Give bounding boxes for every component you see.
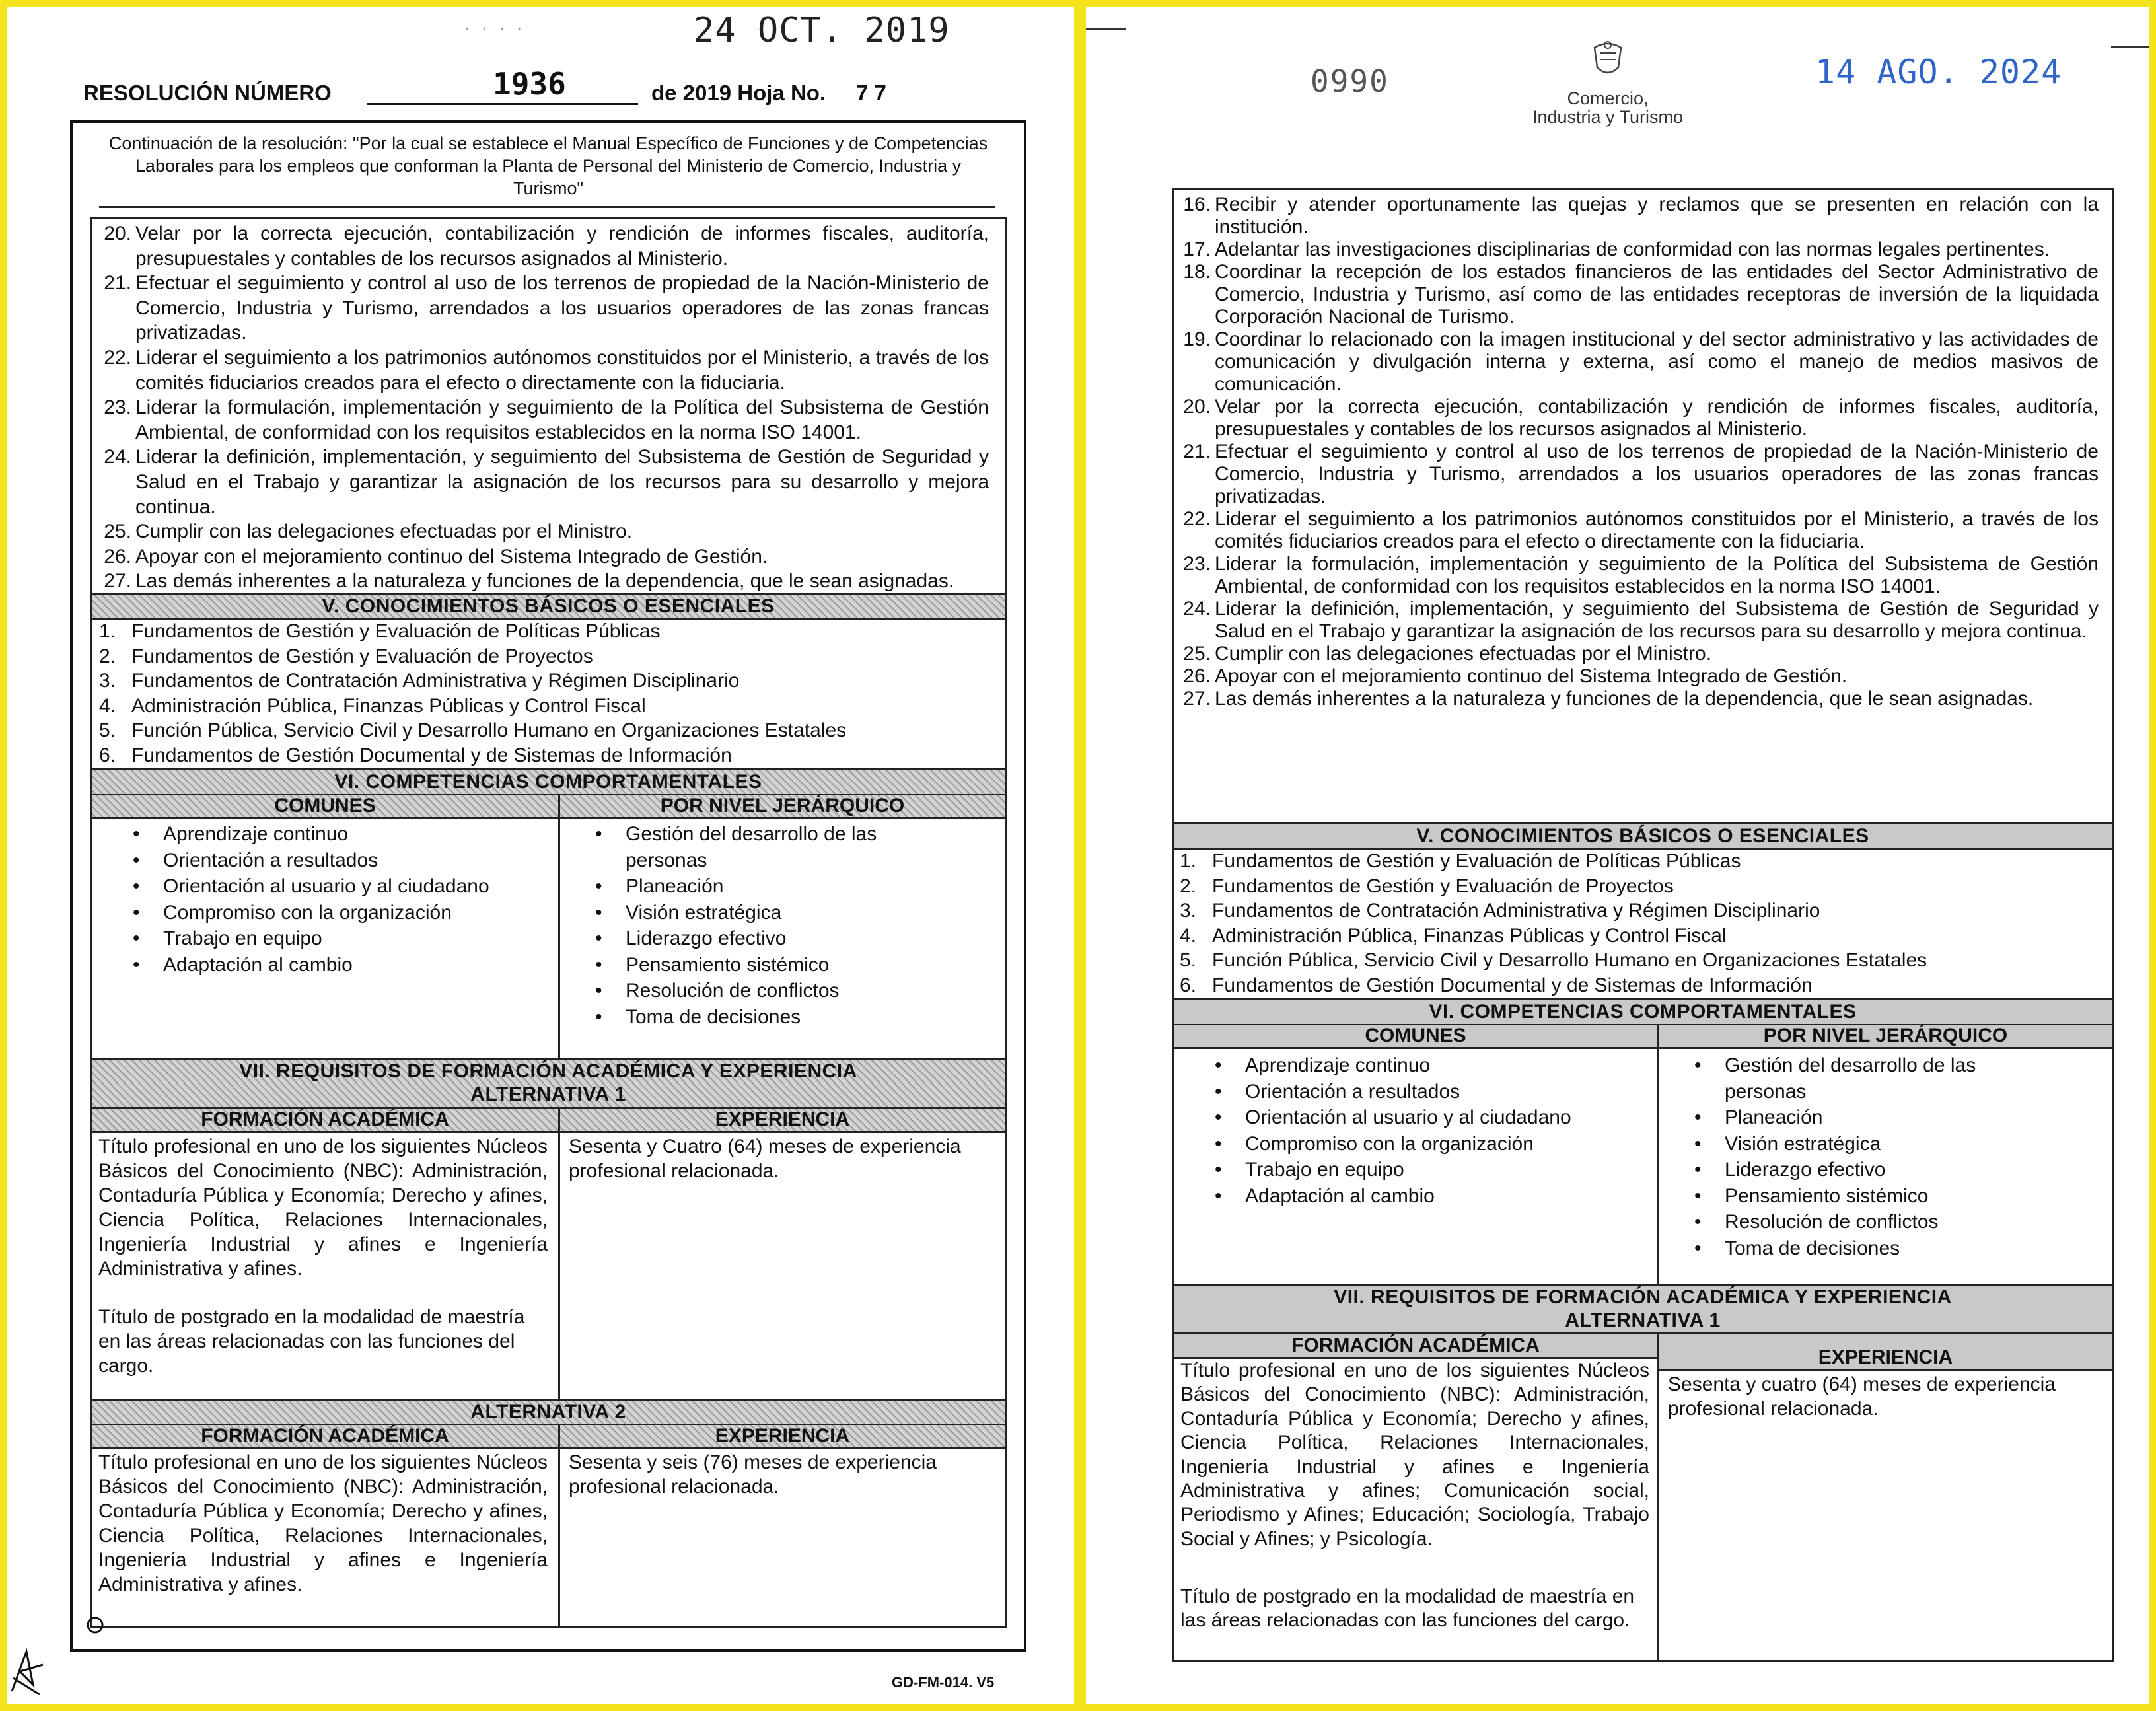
alt2-formacion: Título profesional en uno de los siguientes Núcleos Básicos del Conocimiento (NBC): Administración, Contaduría Pública y Economía; Derecho y afines, Ciencia Política, Relaciones Internacionales, Ingeniería Industrial y afines e Ingeniería Administrativa y afines.	[98, 1451, 548, 1595]
nivel-item: • Gestión del desarrollo de las personas	[548, 821, 917, 873]
function-item: 20. Velar por la correcta ejecución, contabilización y rendición de informes fiscales, auditoría, presupuestales y contables de los recursos asignados al Ministerio.	[104, 223, 989, 270]
coat-of-arms-icon	[1588, 38, 1628, 81]
knowledge-item: 3. Fundamentos de Contratación Administrativa y Régimen Disciplinario	[1179, 900, 1820, 922]
comunes-list	[85, 821, 548, 978]
comunes-list	[1167, 1052, 1649, 1209]
alternativa-1-header: ALTERNATIVA 1	[92, 1083, 1005, 1109]
left-page	[7, 7, 1074, 1704]
function-item: 16. Recibir y atender oportunamente las quejas y reclamos que se presenten en relación con la institución.	[1183, 194, 2099, 238]
nivel-list	[548, 821, 917, 1030]
function-item: 21. Efectuar el seguimiento y control al uso de los terrenos de propiedad de la Nación-Ministerio de Comercio, Industria y Turismo, arrendados a los usuarios operadores de las zonas francas privatizadas.	[104, 272, 989, 344]
experiencia-header: EXPERIENCIA	[1659, 1334, 2112, 1371]
alternativa-2-header: ALTERNATIVA 2	[92, 1399, 1005, 1426]
knowledge-list	[1170, 849, 2095, 998]
experiencia-header-1: EXPERIENCIA	[560, 1109, 1005, 1133]
knowledge-item: 5. Función Pública, Servicio Civil y Desarrollo Humano en Organizaciones Estatales	[98, 719, 847, 742]
function-item: 25. Cumplir con las delegaciones efectuadas por el Ministro.	[104, 521, 633, 543]
nivel-item: • Pensamiento sistémico	[1647, 1183, 2017, 1210]
corner-mark	[85, 1613, 108, 1637]
function-item: 27. Las demás inherentes a la naturaleza y funciones de la dependencia, que le sean asignadas.	[104, 570, 954, 593]
comun-item: • Compromiso con la organización	[1167, 1131, 1649, 1157]
function-item: 23. Liderar la formulación, implementación y seguimiento de la Política del Subsistema de Gestión Ambiental, de conformidad con los requisitos establecidos en la norma ISO 14001.	[1183, 553, 2099, 597]
function-item: 22. Liderar el seguimiento a los patrimonios autónomos constituidos por el Ministerio, a través de los comités fiduciarios creados para el efecto o directamente con la fiduciaria.	[104, 346, 989, 394]
comun-item: • Aprendizaje continuo	[1167, 1052, 1649, 1079]
alternativa-1-header: ALTERNATIVA 1	[1174, 1309, 2112, 1334]
ministry-line-1: Comercio,	[1567, 89, 1649, 108]
nivel-header: POR NIVEL JERÁRQUICO	[1659, 1025, 2112, 1049]
section-5-header: V. CONOCIMIENTOS BÁSICOS O ESENCIALES	[92, 593, 1005, 620]
comun-item: • Orientación al usuario y al ciudadano	[1167, 1105, 1649, 1131]
section-7-header: VII. REQUISITOS DE FORMACIÓN ACADÉMICA Y EXPERIENCIA	[92, 1058, 1005, 1085]
function-item: 22. Liderar el seguimiento a los patrimonios autónomos constituidos por el Ministerio, a través de los comités fiduciarios creados para el efecto o directamente con la fiduciaria.	[1183, 508, 2099, 552]
faint-stamp: · · · ·	[462, 21, 524, 38]
nivel-list	[1647, 1052, 2017, 1261]
comunes-header: COMUNES	[1174, 1025, 1657, 1049]
alt2-experiencia: Sesenta y seis (76) meses de experiencia profesional relacionada.	[569, 1451, 937, 1498]
alt1-experiencia: Sesenta y cuatro (64) meses de experiencia profesional relacionada.	[1668, 1373, 2056, 1420]
function-item: 17. Adelantar las investigaciones disciplinarias de conformidad con las normas legales pertinentes.	[1183, 238, 2050, 260]
knowledge-item: 4. Administración Pública, Finanzas Públicas y Control Fiscal	[1179, 924, 1727, 947]
nivel-item: • Resolución de conflictos	[1647, 1209, 2017, 1235]
knowledge-item: 2. Fundamentos de Gestión y Evaluación de Proyectos	[1179, 875, 1674, 897]
comun-item: • Orientación al usuario y al ciudadano	[85, 873, 548, 900]
alt1-divider	[558, 1109, 560, 1399]
function-item: 24. Liderar la definición, implementación, y seguimiento del Subsistema de Gestión de Seguridad y Salud en el Trabajo y garantizar la asignación de los recursos para su desarrollo y mejora continua.	[104, 446, 989, 518]
nivel-header: POR NIVEL JERÁRQUICO	[560, 795, 1005, 819]
alt1-formacion: Título profesional en uno de los siguientes Núcleos Básicos del Conocimiento (NBC): Administración, Contaduría Pública y Economía; Derecho y afines, Ciencia Política, Relaciones Internacionales, Ingeniería Industrial y afines e Ingeniería Administrativa y afines.	[98, 1136, 548, 1280]
section-6-header: VI. COMPETENCIAS COMPORTAMENTALES	[1174, 998, 2112, 1026]
formacion-header-2: FORMACIÓN ACADÉMICA	[92, 1425, 558, 1449]
function-item: 25. Cumplir con las delegaciones efectuadas por el Ministro.	[1183, 643, 1712, 665]
function-item: 18. Coordinar la recepción de los estados financieros de las entidades del Sector Administrativo de Comercio, Industria y Turismo, así como de las entidades receptoras de inversión de la liquidada Corporación Nacional de Turismo.	[1183, 261, 2099, 328]
resolution-label: RESOLUCIÓN NÚMERO	[83, 81, 332, 105]
formacion-header: FORMACIÓN ACADÉMICA	[1174, 1334, 1657, 1359]
alt1-formacion: Título profesional en uno de los siguientes Núcleos Básicos del Conocimiento (NBC): Administración, Contaduría Pública y Economía; Derecho y afines, Ciencia Política, Relaciones Internacionales, Ingeniería Industrial y afines e Ingeniería Administrativa y afines; Comunicación social, Periodismo y Afines; Educación; Sociología, Trabajo Social y Afines; y Psicología.	[1180, 1360, 1649, 1550]
resolution-suffix: de 2019 Hoja No.	[651, 81, 826, 105]
resolution-number: 0990	[1311, 63, 1389, 99]
top-rule-left	[1086, 28, 1126, 30]
alt1-postgrado: Título de postgrado en la modalidad de maestría en las áreas relacionadas con las funciones del cargo.	[98, 1306, 525, 1377]
comunes-header: COMUNES	[92, 795, 558, 819]
function-item: 27. Las demás inherentes a la naturaleza y funciones de la dependencia, que le sean asignadas.	[1183, 688, 2034, 710]
form-code: GD-FM-014. V5	[892, 1674, 995, 1691]
knowledge-item: 1. Fundamentos de Gestión y Evaluación de Políticas Públicas	[1179, 850, 1741, 872]
section-7-header: VII. REQUISITOS DE FORMACIÓN ACADÉMICA Y EXPERIENCIA	[1174, 1284, 2112, 1311]
experiencia-header-2: EXPERIENCIA	[560, 1425, 1005, 1449]
nivel-item: • Planeación	[548, 873, 917, 900]
knowledge-item: 6. Fundamentos de Gestión Documental y de Sistemas de Información	[98, 744, 732, 766]
comun-item: • Adaptación al cambio	[1167, 1183, 1649, 1210]
left-document-frame	[70, 120, 1026, 1652]
function-item: 21. Efectuar el seguimiento y control al uso de los terrenos de propiedad de la Nación-Ministerio de Comercio, Industria y Turismo, arrendados a los usuarios operadores de las zonas francas privatizadas.	[1183, 441, 2099, 507]
nivel-item: • Toma de decisiones	[548, 1004, 917, 1031]
function-item: 20. Velar por la correcta ejecución, contabilización y rendición de informes fiscales, auditoría, presupuestales y contables de los recursos asignados al Ministerio.	[1183, 396, 2099, 440]
continuation-rule	[99, 206, 995, 208]
function-item: 19. Coordinar lo relacionado con la imagen institucional y del sector administrativo y las actividades de comunicación y divulgación interna y externa, así como el manejo de medios masivos de comunicación.	[1183, 328, 2099, 395]
sheet-number: 7 7	[856, 81, 886, 105]
knowledge-item: 2. Fundamentos de Gestión y Evaluación de Proyectos	[98, 645, 593, 667]
comun-item: • Orientación a resultados	[1167, 1079, 1649, 1105]
nivel-item: • Visión estratégica	[1647, 1131, 2017, 1157]
comun-item: • Trabajo en equipo	[1167, 1157, 1649, 1183]
comun-item: • Aprendizaje continuo	[85, 821, 548, 848]
right-page	[1086, 7, 2149, 1704]
function-item: 24. Liderar la definición, implementación, y seguimiento del Subsistema de Gestión de Seguridad y Salud en el Trabajo y garantizar la asignación de los recursos para su desarrollo y mejora continua.	[1183, 598, 2099, 642]
comun-item: • Compromiso con la organización	[85, 900, 548, 926]
nivel-item: • Planeación	[1647, 1105, 2017, 1131]
nivel-item: • Gestión del desarrollo de las personas	[1647, 1052, 2017, 1105]
formacion-header-1: FORMACIÓN ACADÉMICA	[92, 1109, 558, 1133]
resolution-line	[367, 103, 638, 105]
comun-item: • Orientación a resultados	[85, 848, 548, 874]
stamp-date: 14 AGO. 2024	[1815, 53, 2062, 91]
ministry-line-2: Industria y Turismo	[1532, 107, 1684, 127]
function-item: 26. Apoyar con el mejoramiento continuo del Sistema Integrado de Gestión.	[104, 545, 768, 567]
function-item: 23. Liderar la formulación, implementación y seguimiento de la Política del Subsistema de Gestión Ambiental, de conformidad con los requisitos establecidos en la norma ISO 14001.	[104, 396, 989, 443]
resolution-header	[83, 66, 942, 112]
left-table	[90, 217, 1007, 1628]
functions-list	[1174, 194, 2099, 710]
nivel-item: • Toma de decisiones	[1647, 1235, 2017, 1262]
alt1-postgrado: Título de postgrado en la modalidad de maestría en las áreas relacionadas con las funciones del cargo.	[1180, 1585, 1635, 1631]
stamp-date: 24 OCT. 2019	[694, 11, 950, 50]
section-5-header: V. CONOCIMIENTOS BÁSICOS O ESENCIALES	[1174, 822, 2112, 850]
continuation-text: Continuación de la resolución: "Por la cual se establece el Manual Específico de Funciones y de Competencias Laborales para los empleos que conforman la Planta de Personal del Ministerio de Comercio, Industria y Turismo"	[108, 133, 988, 198]
comun-item: • Trabajo en equipo	[85, 926, 548, 952]
nivel-item: • Liderazgo efectivo	[1647, 1157, 2017, 1183]
functions-list	[94, 221, 989, 594]
nivel-item: • Liderazgo efectivo	[548, 926, 917, 952]
top-rule-right	[2111, 46, 2149, 48]
knowledge-item: 6. Fundamentos de Gestión Documental y de Sistemas de Información	[1179, 974, 1813, 996]
nivel-item: • Resolución de conflictos	[548, 978, 917, 1004]
section-6-header: VI. COMPETENCIAS COMPORTAMENTALES	[92, 768, 1005, 796]
comun-item: • Adaptación al cambio	[85, 952, 548, 978]
nivel-item: • Visión estratégica	[548, 900, 917, 926]
knowledge-item: 5. Función Pública, Servicio Civil y Desarrollo Humano en Organizaciones Estatales	[1179, 949, 1927, 972]
knowledge-list	[89, 619, 984, 768]
function-item: 26. Apoyar con el mejoramiento continuo del Sistema Integrado de Gestión.	[1183, 665, 1848, 687]
resolution-number: 1936	[493, 66, 566, 102]
alt2-divider	[558, 1425, 560, 1626]
alt1-divider	[1657, 1334, 1659, 1660]
alt1-experiencia: Sesenta y Cuatro (64) meses de experiencia profesional relacionada.	[569, 1136, 961, 1182]
knowledge-item: 3. Fundamentos de Contratación Administrativa y Régimen Disciplinario	[98, 670, 740, 692]
signature-mark	[7, 1645, 53, 1698]
nivel-item: • Pensamiento sistémico	[548, 952, 917, 978]
knowledge-item: 1. Fundamentos de Gestión y Evaluación de Políticas Públicas	[98, 620, 661, 642]
knowledge-item: 4. Administración Pública, Finanzas Públicas y Control Fiscal	[98, 694, 646, 717]
right-table	[1172, 188, 2114, 1662]
